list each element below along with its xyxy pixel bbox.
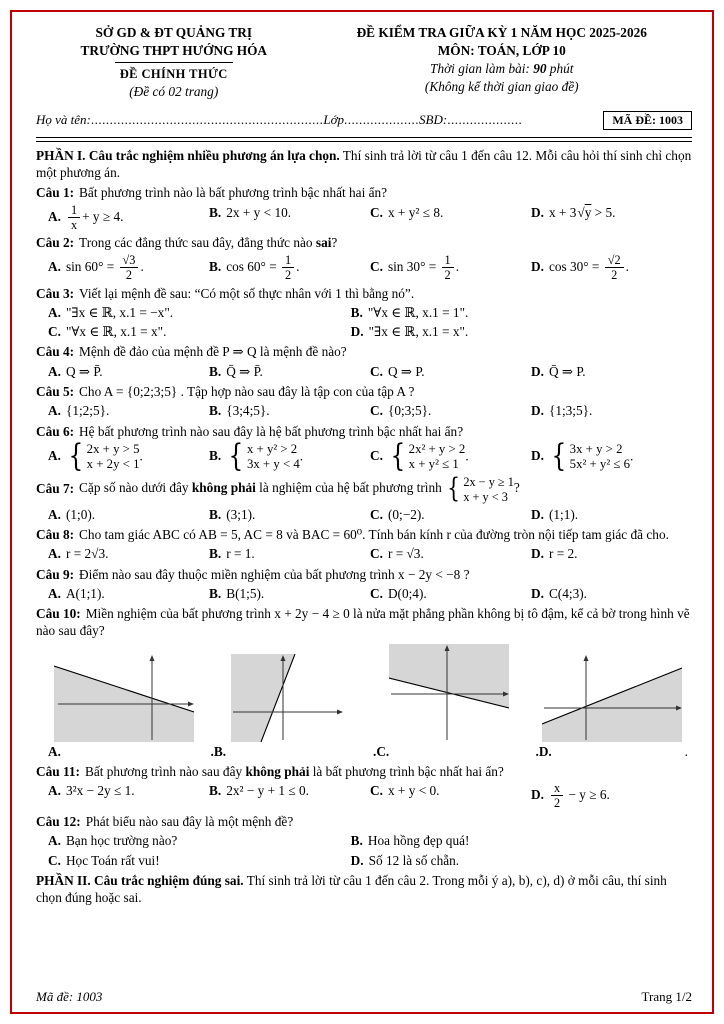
question-6 [36, 423, 692, 473]
question-10-label-a: A. [48, 743, 61, 759]
question-11-stem-end: là bất phương trình bậc nhất hai ẩn? [309, 764, 504, 779]
option-text: . [140, 258, 144, 274]
option-letter: A. [48, 506, 61, 522]
question-5-option-d [531, 402, 692, 419]
option-letter: B. [209, 363, 222, 379]
option-text: Học Toán rất vui! [65, 852, 160, 868]
option-text: . [455, 258, 460, 274]
option-letter: C. [48, 852, 61, 868]
question-4-option-d [531, 363, 692, 380]
question-6-option-b [209, 438, 370, 475]
system-line: x + y² > 2 [246, 441, 298, 456]
system-line: x + y < 3 [463, 489, 508, 504]
question-12-number: Câu 12: [36, 814, 81, 830]
option-letter: D. [531, 204, 544, 220]
option-text: . [625, 258, 629, 274]
sbd-label: SBD: [419, 112, 448, 128]
option-letter: D. [531, 787, 544, 803]
option-text: r = 1. [226, 546, 255, 562]
question-8-option-d [531, 545, 692, 562]
question-4-option-a [48, 363, 209, 380]
question-10 [36, 605, 692, 760]
fraction [68, 204, 80, 232]
question-9-options [48, 585, 692, 602]
question-10-stem: Miền nghiệm của bất phương trình x + 2y − 4 ≥ 0 là nửa mặt phẳng phần không bị tô đậm, kể cả bờ trong hình vẽ nào sau đây? [36, 606, 690, 639]
name-blank: .............................................................. [90, 112, 324, 128]
question-6-option-d [531, 438, 692, 475]
option-text: x + 3 [548, 204, 577, 220]
question-1 [36, 184, 692, 231]
question-12-option-c [48, 852, 351, 869]
question-3-option-d [351, 323, 654, 340]
fraction-denominator: 2 [285, 267, 292, 282]
question-3 [36, 285, 692, 341]
option-letter: A. [48, 363, 61, 379]
question-1-stem: Bất phương trình nào là bất phương trình bậc nhất hai ẩn? [79, 185, 388, 201]
brace-icon: { [390, 438, 406, 475]
fraction-numerator: √2 [605, 254, 624, 268]
inequality-system [549, 438, 630, 475]
question-11-number: Câu 11: [36, 764, 80, 779]
question-11-options [48, 782, 692, 810]
question-2-stem-bold: sai [315, 235, 332, 251]
option-text: "∃x ∈ ℝ, x.1 = x". [368, 324, 469, 340]
option-letter: A. [48, 304, 61, 320]
question-8-options [48, 545, 692, 562]
option-letter: D. [531, 363, 544, 379]
option-letter: B. [209, 403, 222, 419]
system-line: 3x + y < 4 [246, 457, 300, 472]
option-letter: C. [370, 448, 383, 464]
option-text: cos 30° = [548, 258, 603, 274]
question-1-option-b [209, 204, 370, 221]
question-10-graph-b [231, 654, 343, 742]
option-text: A(1;1). [65, 585, 105, 601]
brace-icon: { [228, 438, 244, 475]
system-line: 2x² + y > 2 [408, 441, 466, 456]
option-letter: C. [370, 403, 383, 419]
question-12 [36, 813, 692, 869]
question-10-label-b: .B. [210, 743, 227, 759]
question-6-text [36, 423, 692, 440]
question-6-options [48, 438, 692, 475]
question-2-number: Câu 2: [36, 235, 75, 251]
question-7 [36, 475, 692, 523]
duration-line [312, 60, 692, 78]
sqrt-icon: √ [577, 204, 585, 220]
question-10-label-d-text: .D. [535, 743, 552, 759]
question-2-option-d [531, 254, 692, 282]
fraction-denominator: 2 [553, 796, 561, 811]
part1-heading [36, 147, 692, 182]
question-5-option-b [209, 402, 370, 419]
option-letter: D. [531, 546, 544, 562]
question-10-graph-labels [48, 743, 688, 760]
question-11-stem: Bất phương trình nào sau đây [84, 764, 246, 779]
sbd-blank: .................... [447, 112, 523, 128]
question-10-graph-a-cell [48, 654, 201, 742]
question-12-stem: Phát biểu nào sau đây là một mệnh đề? [85, 814, 294, 830]
question-4-options [48, 363, 692, 380]
option-letter: D. [531, 506, 544, 522]
question-9-stem: Điểm nào sau đây thuộc miền nghiệm của bất phương trình x − 2y < −8 ? [79, 566, 470, 582]
question-7-stem-bold: không phải [191, 480, 256, 496]
part2-heading-bold: PHẦN II. Câu trắc nghiệm đúng sai. [36, 872, 244, 888]
question-10-graphs [48, 644, 688, 742]
option-text: C(4;3). [548, 585, 587, 601]
question-7-text [36, 475, 692, 503]
question-7-stem: Cặp số nào dưới đây [79, 480, 192, 496]
option-letter: B. [209, 585, 222, 601]
option-text: − y ≥ 6. [565, 787, 610, 803]
fraction [120, 254, 139, 282]
option-text: "∃x ∈ ℝ, x.1 = −x". [65, 304, 174, 320]
question-7-stem-end: ? [513, 480, 520, 496]
option-letter: D. [350, 324, 364, 340]
option-letter: D. [531, 403, 544, 419]
question-10-graph-d-cell [536, 654, 689, 742]
exam-title: ĐỀ KIỂM TRA GIỮA KỲ 1 NĂM HỌC 2025-2026 [356, 25, 647, 40]
option-text: . [299, 448, 304, 464]
option-text: 2x + y < 10. [226, 204, 292, 220]
school-name: TRƯỜNG THPT HƯỚNG HÓA [80, 42, 268, 58]
option-letter: C. [370, 204, 383, 220]
question-3-option-c [48, 323, 351, 340]
question-8-option-c [370, 545, 531, 562]
question-7-number: Câu 7: [36, 480, 75, 496]
question-12-text [36, 813, 692, 830]
question-9-option-d [531, 585, 692, 602]
question-3-stem: Viết lại mệnh đề sau: “Có một số thực nhân với 1 thì bằng nó”. [79, 285, 415, 301]
question-3-text [36, 285, 692, 302]
option-text: Q ⇒ P. [387, 363, 425, 379]
question-4-option-c [370, 363, 531, 380]
option-letter: B. [209, 506, 222, 522]
inequality-system [226, 438, 300, 475]
question-2-option-c [370, 254, 531, 282]
option-letter: C. [370, 546, 383, 562]
question-7-option-a [48, 506, 209, 523]
system-line: 2x + y > 5 [86, 441, 140, 456]
option-letter: A. [48, 783, 61, 799]
question-3-options-row1 [48, 304, 692, 321]
option-text: 3²x − 2y ≤ 1. [65, 783, 135, 799]
option-text: (1;0). [65, 506, 96, 522]
official-exam-label: ĐỀ CHÍNH THỨC [119, 66, 228, 81]
part2-heading-rest: Thí sinh trả lời từ câu 1 đến câu 2. Trong mỗi ý a), b), c), d) ở mỗi câu, thí sinh chọn đúng hoặc sai. [36, 872, 667, 906]
question-10-graph-a [54, 654, 194, 742]
student-info-row [36, 111, 692, 131]
option-letter: B. [209, 448, 222, 464]
question-8-option-b [209, 545, 370, 562]
option-text: (1;1). [548, 506, 579, 522]
question-10-graph-c-cell [373, 644, 526, 742]
question-2-text [36, 234, 692, 251]
option-letter: B. [209, 204, 222, 220]
question-11-option-c [370, 782, 531, 799]
option-text: "∀x ∈ ℝ, x.1 = 1". [367, 304, 469, 320]
option-text: . [465, 448, 469, 464]
question-7-option-c [370, 506, 531, 523]
question-2 [36, 234, 692, 281]
question-4-text [36, 343, 692, 360]
question-4-option-b [209, 363, 370, 380]
question-12-option-b [351, 832, 654, 849]
question-10-end-period: . [684, 743, 688, 759]
class-label: Lớp [323, 112, 345, 128]
fraction-denominator: 2 [444, 267, 451, 282]
footer-page-number: Trang 1/2 [641, 989, 692, 1005]
option-letter: D. [531, 258, 544, 274]
question-11 [36, 763, 692, 810]
header-divider [36, 137, 692, 142]
duration-prefix: Thời gian làm bài: [430, 60, 534, 76]
question-9-option-c [370, 585, 531, 602]
fraction-numerator: x [551, 782, 563, 796]
option-text: "∀x ∈ ℝ, x.1 = x". [65, 324, 167, 340]
question-6-number: Câu 6: [36, 423, 75, 439]
option-letter: C. [48, 324, 61, 340]
fraction-denominator: x [70, 217, 78, 232]
question-3-option-b [351, 304, 654, 321]
option-text: cos 60° = [226, 258, 281, 274]
option-letter: C. [370, 506, 383, 522]
question-10-label-d [536, 743, 689, 760]
option-letter: A. [48, 833, 61, 849]
question-3-options-row2 [48, 323, 692, 340]
option-text: r = √3. [387, 546, 424, 562]
system-line: 2x − y ≥ 1 [463, 475, 514, 490]
question-8-stem: Cho tam giác ABC có AB = 5, AC = 8 và BAC = 60⁰. Tính bán kính r của đường tròn nội tiếp tam giác đã cho. [79, 527, 669, 543]
option-text: (3;1). [226, 506, 256, 522]
fraction [282, 254, 294, 282]
question-9-option-a [48, 585, 209, 602]
question-11-stem-bold: không phải [245, 764, 310, 779]
option-letter: A. [48, 585, 61, 601]
option-text: sin 60° = [65, 258, 118, 274]
option-text: Q ⇒ P̄. [65, 363, 103, 379]
option-letter: C. [370, 783, 383, 799]
fraction [551, 782, 563, 810]
footer-exam-code: Mã đề: 1003 [36, 989, 103, 1005]
fraction-denominator: 2 [611, 267, 618, 282]
question-7-options [48, 506, 692, 523]
system-line: 5x² + y² ≤ 6 [569, 457, 630, 472]
question-10-label-c: .C. [373, 743, 390, 759]
question-1-text [36, 184, 692, 201]
question-10-graph-c [389, 644, 509, 742]
option-letter: A. [48, 448, 61, 464]
question-1-option-a [48, 204, 209, 232]
option-letter: A. [48, 258, 61, 274]
fraction-numerator: 1 [442, 254, 454, 268]
option-text: x + y² ≤ 8. [387, 204, 444, 220]
header-right-block [312, 24, 692, 101]
option-text: . [629, 448, 634, 464]
fraction-numerator: √3 [120, 254, 139, 268]
option-text: . [296, 258, 300, 274]
option-letter: A. [48, 208, 61, 224]
department-name: SỞ GD & ĐT QUẢNG TRỊ [95, 25, 253, 40]
part2-heading [36, 872, 692, 907]
question-3-number: Câu 3: [36, 285, 75, 301]
option-text: r = 2√3. [65, 546, 109, 562]
question-1-option-c [370, 204, 531, 221]
option-text: {0;3;5}. [387, 403, 432, 419]
inequality-system [388, 438, 466, 475]
question-2-option-b [209, 254, 370, 282]
question-12-option-d [351, 852, 654, 869]
option-letter: B. [209, 783, 222, 799]
option-letter: A. [48, 546, 61, 562]
exam-page [10, 10, 714, 1014]
question-9-number: Câu 9: [36, 566, 75, 582]
brace-icon: { [68, 438, 84, 475]
option-letter: B. [209, 546, 222, 562]
option-letter: D. [531, 448, 544, 464]
header-left-block [36, 24, 312, 101]
question-8 [36, 526, 692, 563]
fraction [442, 254, 454, 282]
option-letter: B. [350, 833, 363, 849]
option-text: Q̄ ⇒ P. [548, 363, 586, 379]
question-7-option-d [531, 506, 692, 523]
question-8-option-a [48, 545, 209, 562]
question-12-options-row1 [48, 832, 692, 849]
option-text: {1;3;5}. [548, 403, 593, 419]
question-5 [36, 383, 692, 420]
question-6-stem: Hệ bất phương trình nào sau đây là hệ bất phương trình bậc nhất hai ẩn? [79, 423, 464, 439]
question-10-graph-b-cell [211, 654, 364, 742]
question-5-number: Câu 5: [36, 383, 75, 399]
question-10-number: Câu 10: [36, 606, 81, 622]
question-3-option-a [48, 304, 351, 321]
option-text: > 5. [591, 204, 616, 220]
part1-heading-bold: PHẦN I. Câu trắc nghiệm nhiều phương án lựa chọn. [36, 147, 340, 163]
option-text: {3;4;5}. [226, 403, 270, 419]
question-11-option-d [531, 782, 692, 810]
question-5-text [36, 383, 692, 400]
question-12-options-row2 [48, 852, 692, 869]
question-9-option-b [209, 585, 370, 602]
question-2-stem-end: ? [331, 235, 338, 251]
question-4-stem: Mệnh đề đảo của mệnh đề P ⇒ Q là mệnh đề nào? [79, 344, 347, 360]
option-text: sin 30° = [387, 258, 440, 274]
name-label: Họ và tên: [36, 112, 91, 128]
option-text: 2x² − y + 1 ≤ 0. [226, 783, 309, 799]
question-5-options [48, 402, 692, 419]
option-letter: C. [370, 363, 383, 379]
option-text: + y ≥ 4. [82, 208, 124, 224]
question-4-number: Câu 4: [36, 344, 75, 360]
inequality-system [66, 438, 140, 475]
question-10-text [36, 605, 692, 640]
question-12-option-a [48, 832, 351, 849]
sqrt-radicand: y [584, 204, 592, 220]
duration-minutes: 90 [533, 60, 547, 76]
question-8-text [36, 526, 692, 543]
inequality-system [445, 475, 514, 503]
option-letter: B. [209, 258, 222, 274]
option-text: (0;−2). [387, 506, 425, 522]
question-6-option-a [48, 438, 209, 475]
fraction-denominator: 2 [125, 267, 133, 282]
option-letter: D. [350, 852, 364, 868]
question-11-option-a [48, 782, 209, 799]
question-8-number: Câu 8: [36, 527, 75, 543]
question-9 [36, 566, 692, 603]
option-text: Bạn học trường nào? [65, 833, 178, 849]
option-letter: B. [350, 304, 363, 320]
option-text: D(0;4). [387, 585, 427, 601]
option-text: . [139, 448, 143, 464]
system-line: x + y² ≤ 1 [408, 457, 459, 472]
question-1-option-d [531, 204, 692, 221]
brace-icon: { [551, 438, 567, 475]
question-2-options [48, 254, 692, 282]
question-7-option-b [209, 506, 370, 523]
question-6-option-c [370, 438, 531, 475]
duration-suffix: phút [546, 60, 574, 76]
question-1-options [48, 204, 692, 232]
option-text: r = 2. [548, 546, 578, 562]
system-line: x + 2y < 1 [86, 457, 140, 472]
option-text: B(1;5). [226, 585, 265, 601]
question-1-number: Câu 1: [36, 185, 75, 201]
exam-header [36, 24, 692, 101]
question-4 [36, 343, 692, 380]
pages-note: (Đề có 02 trang) [129, 83, 219, 99]
question-11-text [36, 763, 692, 780]
duration-note: (Không kể thời gian giao đề) [424, 78, 579, 94]
fraction-numerator: 1 [68, 204, 80, 218]
option-text: x + y < 0. [387, 783, 440, 799]
question-5-option-a [48, 402, 209, 419]
question-2-stem: Trong các đẳng thức sau đây, đẳng thức nào [79, 235, 316, 251]
exam-code-box: MÃ ĐỀ: 1003 [603, 111, 692, 131]
option-text: Hoa hồng đẹp quá! [367, 833, 470, 849]
brace-icon: { [447, 473, 461, 505]
question-5-stem: Cho A = {0;2;3;5} . Tập hợp nào sau đây là tập con của tập A ? [79, 383, 415, 399]
fraction-numerator: 1 [282, 254, 294, 268]
class-blank: .................... [344, 112, 420, 128]
question-5-option-c [370, 402, 531, 419]
option-letter: C. [370, 258, 383, 274]
option-text: Q̄ ⇒ P̄. [226, 363, 263, 379]
header-underline [115, 62, 233, 63]
option-letter: D. [531, 585, 544, 601]
option-text: {1;2;5}. [65, 403, 110, 419]
fraction [605, 254, 624, 282]
subject-line: MÔN: TOÁN, LỚP 10 [437, 42, 566, 58]
part1-heading-rest: Thí sinh trả lời từ câu 1 đến câu 12. Mỗi câu hỏi thí sinh chỉ chọn một phương án. [36, 147, 692, 181]
page-footer [36, 989, 692, 1006]
system-line: 3x + y > 2 [569, 441, 623, 456]
question-7-stem-mid: là nghiệm của hệ bất phương trình [255, 480, 446, 496]
question-2-option-a [48, 254, 209, 282]
question-9-text [36, 566, 692, 583]
option-letter: A. [48, 403, 61, 419]
question-11-option-b [209, 782, 370, 799]
question-10-graph-d [542, 654, 682, 742]
option-text: Số 12 là số chẵn. [368, 852, 460, 868]
option-letter: C. [370, 585, 383, 601]
